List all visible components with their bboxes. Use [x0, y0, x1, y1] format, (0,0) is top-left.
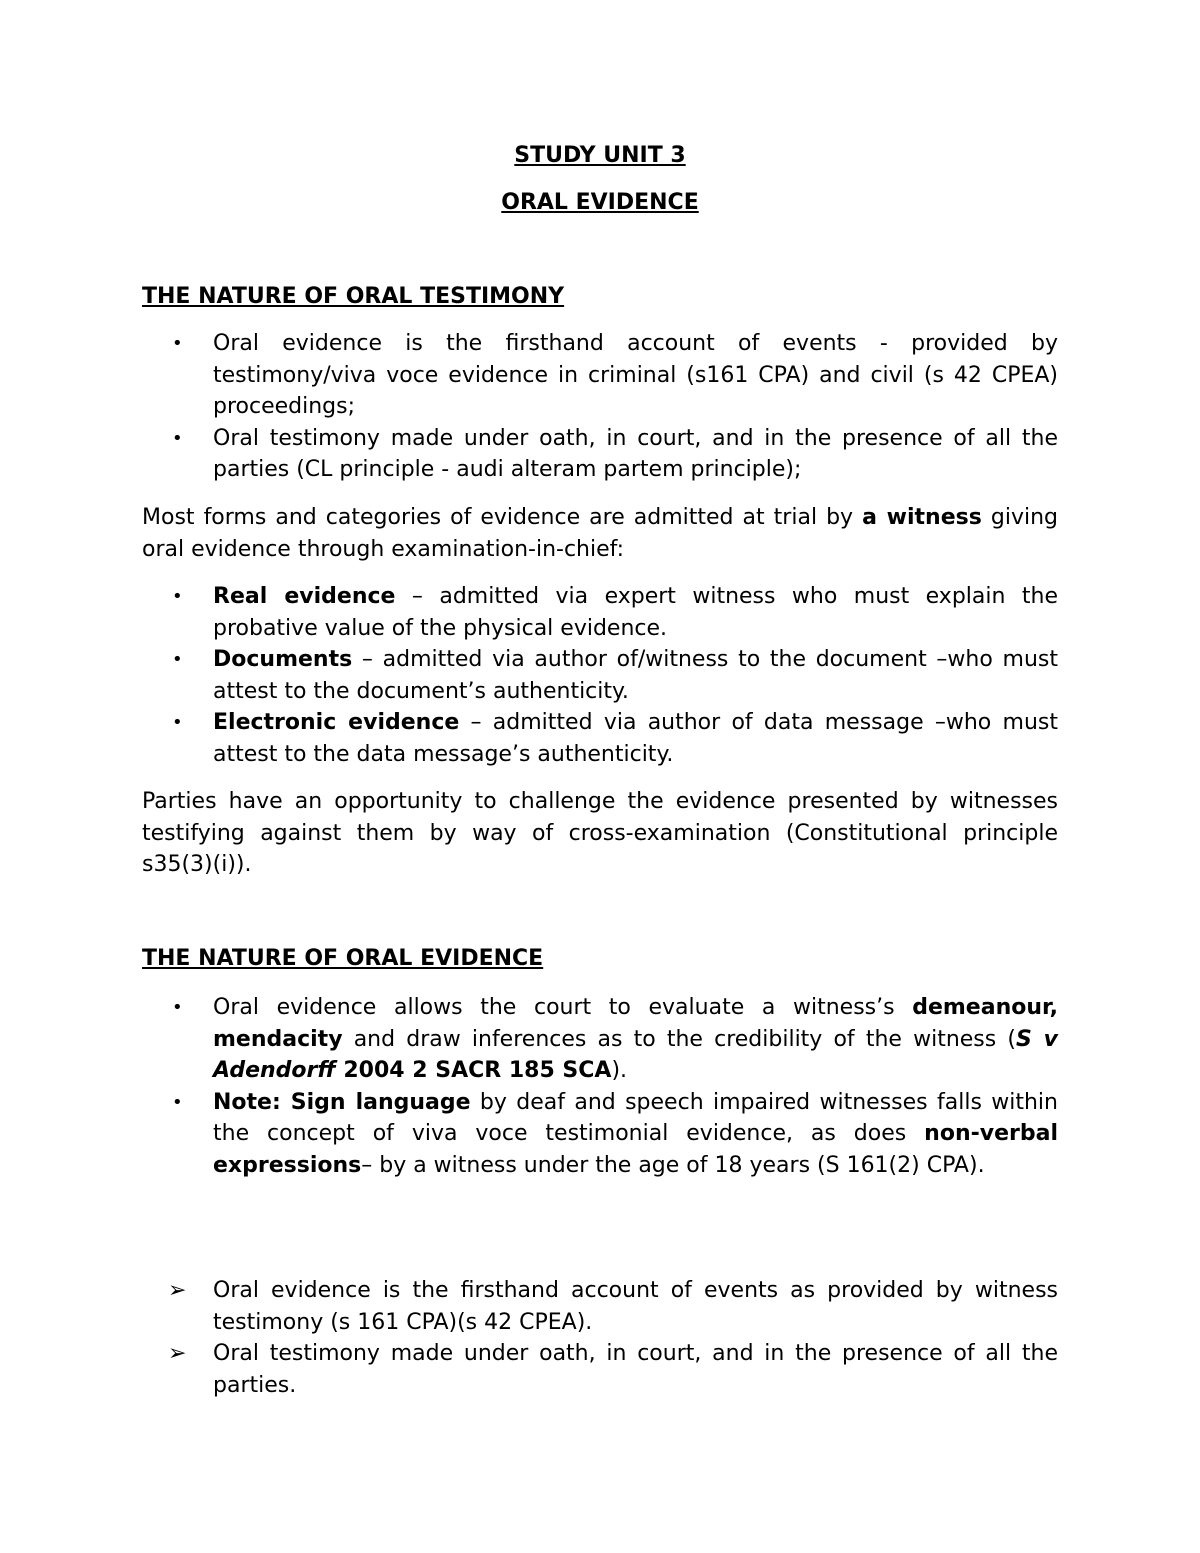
bullet-icon: •	[172, 333, 183, 354]
paragraph-cross-examination: Parties have an opportunity to challenge the evidence presented by witnesses testifying against them by way of cross-examination (Constitutional principle s35(3)(i)).	[142, 789, 1058, 877]
testimony-bullet-list	[142, 328, 1058, 486]
list-item: • Real evidence – admitted via expert witness who must explain the probative value of the physical evidence.	[142, 581, 1058, 644]
bullet-icon: •	[172, 649, 183, 670]
evidence-types-list	[142, 581, 1058, 770]
bullet-icon: •	[172, 712, 183, 733]
section-heading-oral-testimony: THE NATURE OF ORAL TESTIMONY	[142, 284, 565, 309]
bullet-icon: •	[172, 1091, 183, 1113]
list-item: • Oral evidence allows the court to evaluate a witness’s demeanour, mendacity and draw inferences as to the credibility of the witness (S v Adendorff 2004 2 SACR 185 SCA).	[142, 992, 1058, 1087]
list-item: • Oral testimony made under oath, in court, and in the presence of all the parties (CL principle - audi alteram partem principle);	[142, 423, 1058, 486]
list-item: ➢ Oral evidence is the firsthand account of events as provided by witness testimony (s 161 CPA)(s 42 CPEA).	[142, 1275, 1058, 1338]
bullet-icon: •	[172, 586, 183, 607]
list-item: • Oral evidence is the firsthand account of events - provided by testimony/viva voce evidence in criminal (s161 CPA) and civil (s 42 CPEA) proceedings;	[142, 328, 1058, 423]
arrow-bullet-icon: ➢	[168, 1278, 187, 1303]
section-heading-oral-evidence: THE NATURE OF ORAL EVIDENCE	[142, 946, 544, 971]
list-item: • Note: Sign language by deaf and speech impaired witnesses falls within the concept of viva voce testimonial evidence, as does non-verbal expressions– by a witness under the age of 18 years (S 161(2) CPA).	[142, 1087, 1058, 1182]
bullet-icon: •	[172, 997, 183, 1018]
oral-evidence-bullet-list	[142, 992, 1058, 1181]
list-item: • Documents – admitted via author of/witness to the document –who must attest to the document’s authenticity.	[142, 644, 1058, 707]
arrow-bullet-icon: ➢	[168, 1341, 187, 1366]
document-title: ORAL EVIDENCE	[501, 190, 699, 215]
list-item: ➢ Oral testimony made under oath, in court, and in the presence of all the parties.	[142, 1338, 1058, 1401]
list-item: • Electronic evidence – admitted via author of data message –who must attest to the data message’s authenticity.	[142, 707, 1058, 770]
summary-arrow-list	[142, 1275, 1058, 1401]
paragraph-admission: Most forms and categories of evidence are admitted at trial by a witness giving oral evidence through examination-in-chief:	[142, 505, 1058, 562]
study-unit-title: STUDY UNIT 3	[514, 143, 686, 168]
bullet-icon: •	[172, 427, 183, 449]
